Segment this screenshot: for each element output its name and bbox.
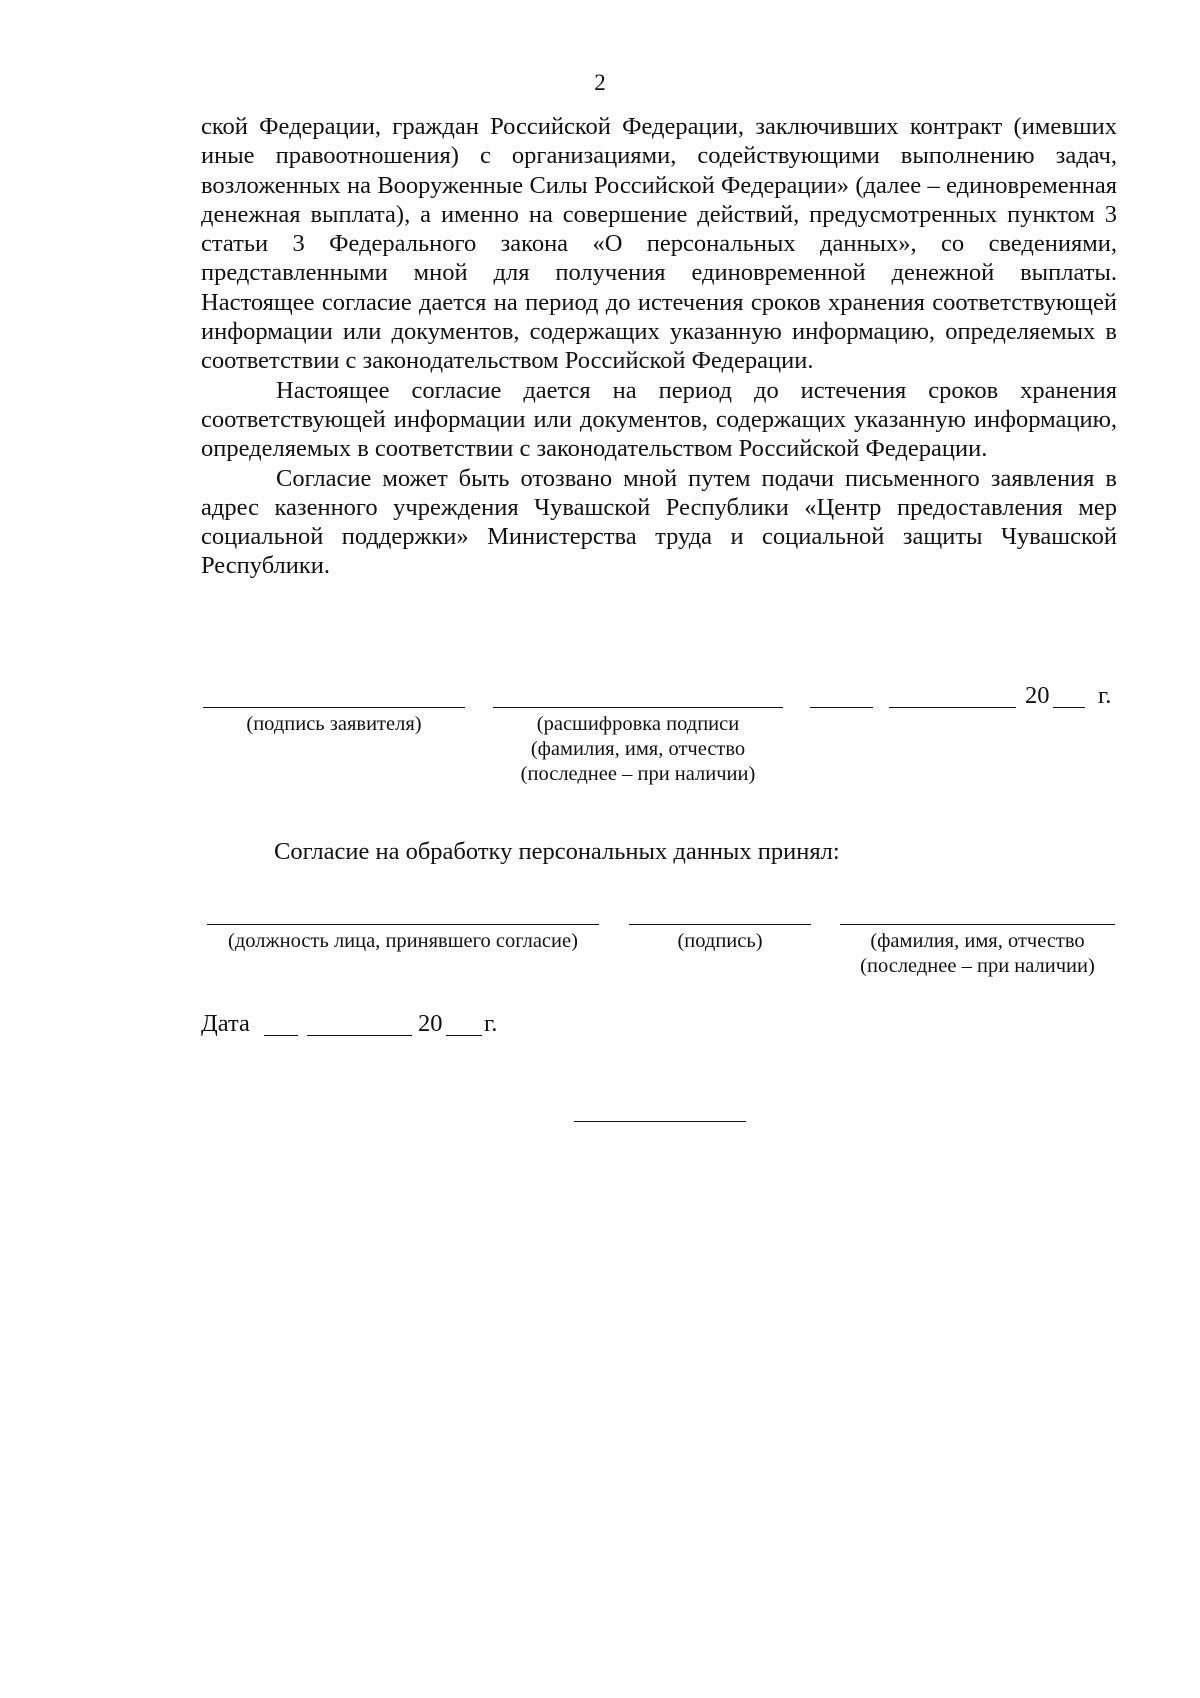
paragraph-continuation: ской Федерации, граждан Российской Федерации, заключивших контракт (имевших иные правоотношения) с организациями, содействующими выполнению задач, возложенных на Вооруженные Силы Российской Федерации» (далее – единовременная денежная выплата), а именно на совершение действий, предусмотренных пунктом 3 статьи 3 Федерального закона «О персональных данных», со сведениями, представленными мной для получения единовременной денежной выплаты. Настоящее согласие дается на период до истечения сроков хранения соответствующей информации или документов, содержащих указанную информацию, определяемых в соответствии с законодательством Российской Федерации.: [201, 113, 1117, 375]
applicant-decoding-caption-line2: (фамилия, имя, отчество: [530, 738, 746, 760]
date-month-line[interactable]: [307, 1035, 412, 1036]
date-year-prefix: 20: [418, 1010, 443, 1037]
acceptor-signature-line[interactable]: [629, 924, 811, 925]
page-number: 2: [594, 70, 606, 95]
consent-accepted-heading: Согласие на обработку персональных данных принял:: [274, 838, 840, 865]
acceptor-name-caption-line2: (последнее – при наличии): [860, 955, 1095, 977]
end-of-document-separator: [574, 1121, 746, 1122]
date-label: Дата: [201, 1010, 250, 1037]
paragraph-validity-period: Настоящее согласие дается на период до истечения сроков хранения соответствующей информации или документов, содержащих указанную информацию, определяемых в соответствии с законодательством Российской Федерации.: [201, 376, 1117, 463]
consent-body-text: [201, 112, 1117, 581]
applicant-date-year-prefix: 20: [1025, 682, 1050, 709]
applicant-decoding-caption-line1: (расшифровка подписи: [536, 713, 740, 735]
acceptor-name-caption-line1: (фамилия, имя, отчество: [870, 930, 1085, 952]
paragraph-revocation: Согласие может быть отозвано мной путем подачи письменного заявления в адрес казенного учреждения Чувашской Республики «Центр предоставления мер социальной поддержки» Министерства труда и социальной защиты Чувашской Республики.: [201, 464, 1117, 580]
applicant-signature-caption: (подпись заявителя): [246, 713, 422, 735]
applicant-date-year-line[interactable]: [1053, 707, 1085, 708]
applicant-date-month-line[interactable]: [889, 707, 1016, 708]
applicant-signature-line[interactable]: [203, 707, 465, 708]
acceptor-position-caption: (должность лица, принявшего согласие): [228, 930, 578, 952]
applicant-decoding-caption-line3: (последнее – при наличии): [520, 763, 756, 785]
date-year-line[interactable]: [446, 1035, 482, 1036]
date-year-suffix: г.: [484, 1010, 498, 1037]
acceptor-name-line[interactable]: [840, 924, 1115, 925]
applicant-name-decoding-line[interactable]: [493, 707, 783, 708]
acceptor-signature-caption: (подпись): [677, 930, 763, 952]
date-day-line[interactable]: [264, 1035, 298, 1036]
acceptor-position-line[interactable]: [207, 924, 599, 925]
applicant-date-day-line[interactable]: [810, 707, 873, 708]
applicant-date-year-suffix: г.: [1098, 682, 1112, 709]
